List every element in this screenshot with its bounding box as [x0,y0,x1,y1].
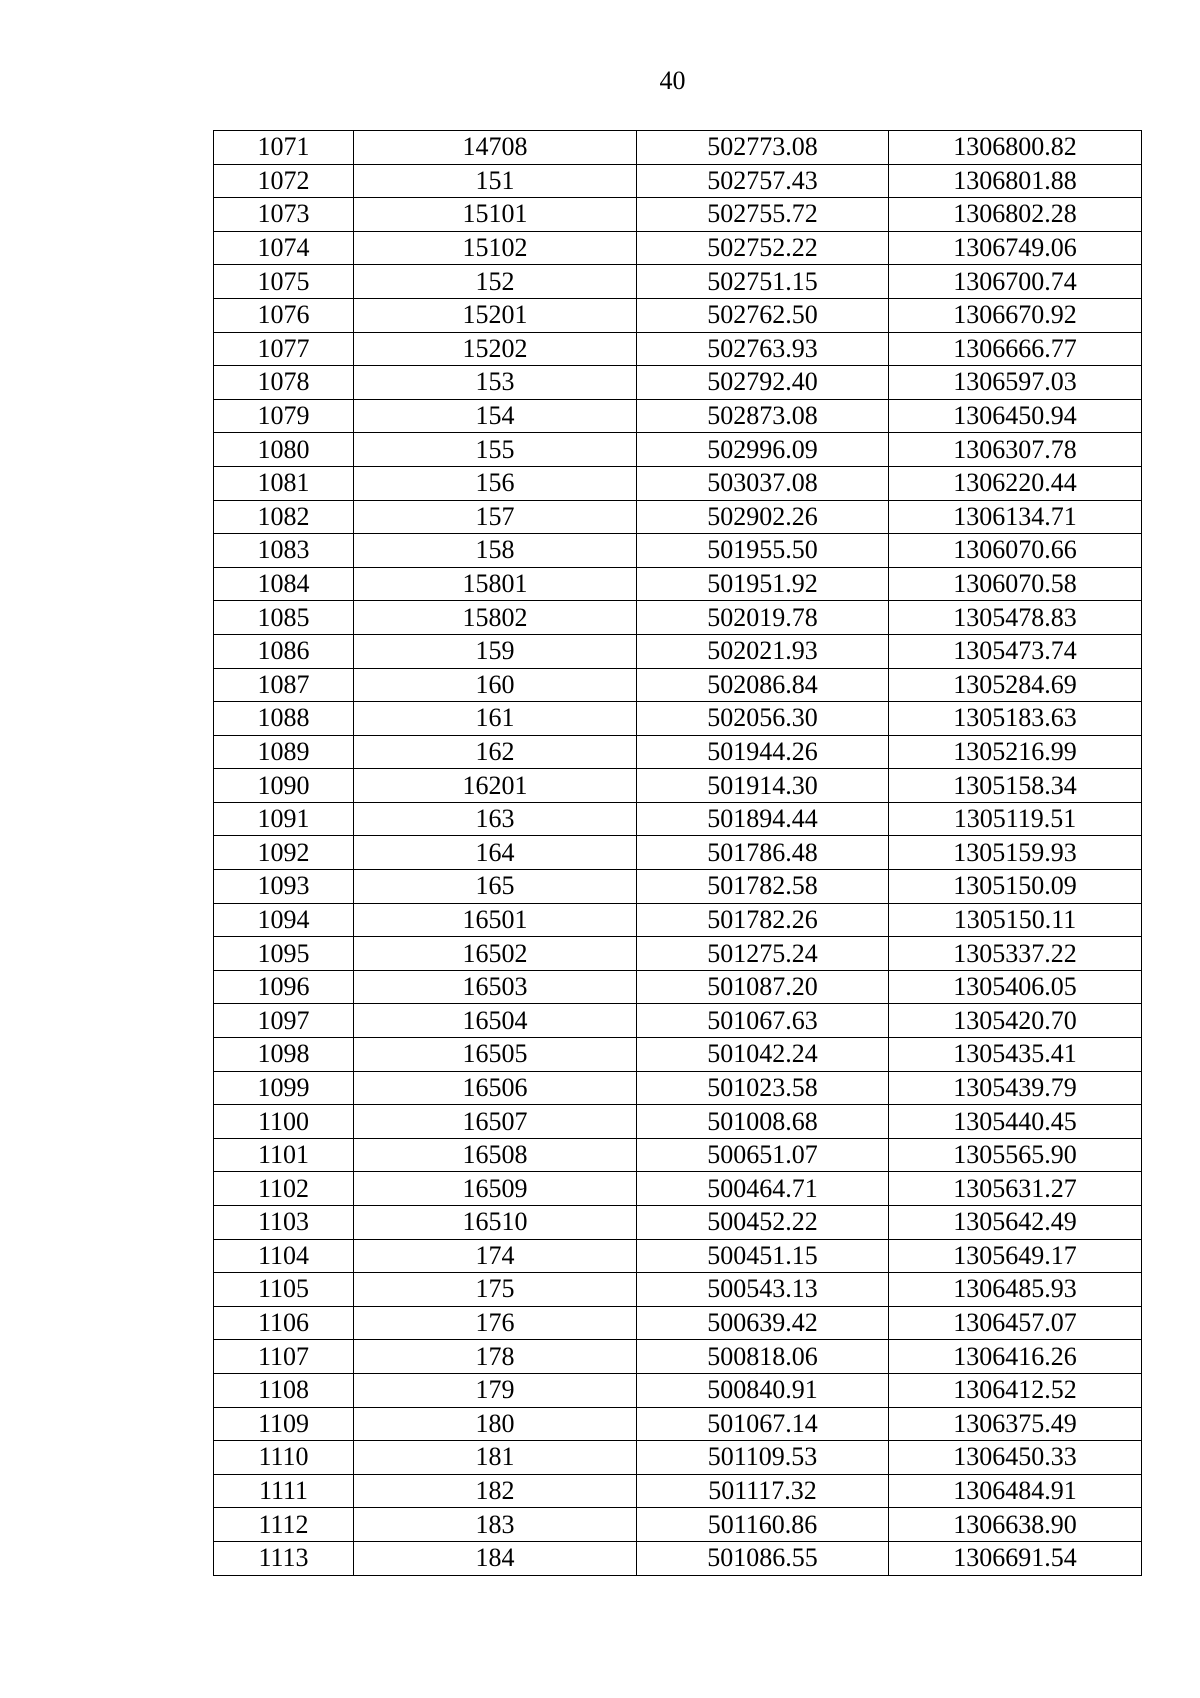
table-row [214,1239,1142,1273]
point-id-cell: 155 [354,433,637,467]
y-coordinate-cell: 1305420.70 [889,1004,1142,1038]
x-coordinate-cell: 500464.71 [637,1172,889,1206]
point-id-cell: 152 [354,265,637,299]
row-index-cell: 1092 [214,836,354,870]
point-id-cell: 15802 [354,601,637,635]
y-coordinate-cell: 1306450.94 [889,399,1142,433]
table-row [214,634,1142,668]
x-coordinate-cell: 502873.08 [637,399,889,433]
x-coordinate-cell: 501042.24 [637,1038,889,1072]
row-index-cell: 1099 [214,1071,354,1105]
x-coordinate-cell: 500451.15 [637,1239,889,1273]
row-index-cell: 1110 [214,1441,354,1475]
point-id-cell: 180 [354,1407,637,1441]
y-coordinate-cell: 1306802.28 [889,198,1142,232]
table-row [214,970,1142,1004]
x-coordinate-cell: 500840.91 [637,1373,889,1407]
point-id-cell: 14708 [354,131,637,165]
row-index-cell: 1098 [214,1038,354,1072]
point-id-cell: 158 [354,534,637,568]
point-id-cell: 15102 [354,231,637,265]
point-id-cell: 161 [354,702,637,736]
y-coordinate-cell: 1306700.74 [889,265,1142,299]
x-coordinate-cell: 501951.92 [637,567,889,601]
table-row [214,366,1142,400]
row-index-cell: 1086 [214,634,354,668]
table-row [214,265,1142,299]
x-coordinate-cell: 502755.72 [637,198,889,232]
table-row [214,702,1142,736]
point-id-cell: 16504 [354,1004,637,1038]
table-body [214,131,1142,1576]
y-coordinate-cell: 1305406.05 [889,970,1142,1004]
x-coordinate-cell: 501008.68 [637,1105,889,1139]
y-coordinate-cell: 1305478.83 [889,601,1142,635]
y-coordinate-cell: 1306670.92 [889,298,1142,332]
row-index-cell: 1082 [214,500,354,534]
table-row [214,769,1142,803]
row-index-cell: 1085 [214,601,354,635]
table-row [214,198,1142,232]
table-row [214,1541,1142,1575]
row-index-cell: 1106 [214,1306,354,1340]
point-id-cell: 162 [354,735,637,769]
y-coordinate-cell: 1306749.06 [889,231,1142,265]
point-id-cell: 163 [354,802,637,836]
point-id-cell: 183 [354,1508,637,1542]
table-row [214,131,1142,165]
x-coordinate-cell: 501914.30 [637,769,889,803]
table-row [214,567,1142,601]
x-coordinate-cell: 501160.86 [637,1508,889,1542]
table-row [214,298,1142,332]
row-index-cell: 1108 [214,1373,354,1407]
y-coordinate-cell: 1306801.88 [889,164,1142,198]
row-index-cell: 1079 [214,399,354,433]
point-id-cell: 157 [354,500,637,534]
x-coordinate-cell: 502019.78 [637,601,889,635]
point-id-cell: 16506 [354,1071,637,1105]
point-id-cell: 16507 [354,1105,637,1139]
point-id-cell: 182 [354,1474,637,1508]
x-coordinate-cell: 500818.06 [637,1340,889,1374]
table-row [214,1306,1142,1340]
point-id-cell: 151 [354,164,637,198]
row-index-cell: 1080 [214,433,354,467]
x-coordinate-cell: 501109.53 [637,1441,889,1475]
row-index-cell: 1101 [214,1138,354,1172]
x-coordinate-cell: 502056.30 [637,702,889,736]
x-coordinate-cell: 501086.55 [637,1541,889,1575]
point-id-cell: 184 [354,1541,637,1575]
table-row [214,164,1142,198]
row-index-cell: 1112 [214,1508,354,1542]
y-coordinate-cell: 1305183.63 [889,702,1142,736]
x-coordinate-cell: 501782.58 [637,870,889,904]
table-row [214,399,1142,433]
x-coordinate-cell: 500651.07 [637,1138,889,1172]
x-coordinate-cell: 502763.93 [637,332,889,366]
y-coordinate-cell: 1306450.33 [889,1441,1142,1475]
row-index-cell: 1083 [214,534,354,568]
point-id-cell: 15201 [354,298,637,332]
x-coordinate-cell: 501275.24 [637,937,889,971]
point-id-cell: 176 [354,1306,637,1340]
y-coordinate-cell: 1305150.09 [889,870,1142,904]
table-row [214,1273,1142,1307]
point-id-cell: 159 [354,634,637,668]
row-index-cell: 1072 [214,164,354,198]
table-row [214,1441,1142,1475]
point-id-cell: 16201 [354,769,637,803]
point-id-cell: 179 [354,1373,637,1407]
x-coordinate-cell: 502021.93 [637,634,889,668]
y-coordinate-cell: 1305631.27 [889,1172,1142,1206]
table-row [214,735,1142,769]
point-id-cell: 16510 [354,1206,637,1240]
y-coordinate-cell: 1306416.26 [889,1340,1142,1374]
row-index-cell: 1109 [214,1407,354,1441]
x-coordinate-cell: 500639.42 [637,1306,889,1340]
table-row [214,668,1142,702]
row-index-cell: 1105 [214,1273,354,1307]
row-index-cell: 1087 [214,668,354,702]
table-row [214,433,1142,467]
row-index-cell: 1073 [214,198,354,232]
row-index-cell: 1096 [214,970,354,1004]
x-coordinate-cell: 502762.50 [637,298,889,332]
table-row [214,1474,1142,1508]
table-row [214,1407,1142,1441]
point-id-cell: 156 [354,466,637,500]
x-coordinate-cell: 502996.09 [637,433,889,467]
y-coordinate-cell: 1306457.07 [889,1306,1142,1340]
point-id-cell: 154 [354,399,637,433]
row-index-cell: 1077 [214,332,354,366]
row-index-cell: 1088 [214,702,354,736]
point-id-cell: 16509 [354,1172,637,1206]
row-index-cell: 1090 [214,769,354,803]
y-coordinate-cell: 1306597.03 [889,366,1142,400]
table-row [214,870,1142,904]
table-row [214,1172,1142,1206]
y-coordinate-cell: 1305565.90 [889,1138,1142,1172]
table-row [214,1508,1142,1542]
x-coordinate-cell: 501955.50 [637,534,889,568]
x-coordinate-cell: 501023.58 [637,1071,889,1105]
row-index-cell: 1076 [214,298,354,332]
point-id-cell: 15801 [354,567,637,601]
y-coordinate-cell: 1305642.49 [889,1206,1142,1240]
x-coordinate-cell: 502757.43 [637,164,889,198]
table-row [214,903,1142,937]
table-row [214,1038,1142,1072]
y-coordinate-cell: 1306484.91 [889,1474,1142,1508]
x-coordinate-cell: 502792.40 [637,366,889,400]
point-id-cell: 153 [354,366,637,400]
row-index-cell: 1091 [214,802,354,836]
row-index-cell: 1107 [214,1340,354,1374]
y-coordinate-cell: 1305158.34 [889,769,1142,803]
point-id-cell: 16508 [354,1138,637,1172]
y-coordinate-cell: 1306134.71 [889,500,1142,534]
x-coordinate-cell: 502751.15 [637,265,889,299]
y-coordinate-cell: 1305649.17 [889,1239,1142,1273]
x-coordinate-cell: 501782.26 [637,903,889,937]
table-row [214,1206,1142,1240]
page-number: 40 [659,66,686,95]
point-id-cell: 15202 [354,332,637,366]
table-row [214,1373,1142,1407]
y-coordinate-cell: 1306800.82 [889,131,1142,165]
y-coordinate-cell: 1306070.58 [889,567,1142,601]
table-row [214,231,1142,265]
point-id-cell: 181 [354,1441,637,1475]
y-coordinate-cell: 1305337.22 [889,937,1142,971]
y-coordinate-cell: 1306638.90 [889,1508,1142,1542]
table-row [214,601,1142,635]
row-index-cell: 1103 [214,1206,354,1240]
row-index-cell: 1075 [214,265,354,299]
row-index-cell: 1102 [214,1172,354,1206]
y-coordinate-cell: 1306691.54 [889,1541,1142,1575]
x-coordinate-cell: 500543.13 [637,1273,889,1307]
table-row [214,1138,1142,1172]
x-coordinate-cell: 501944.26 [637,735,889,769]
row-index-cell: 1084 [214,567,354,601]
x-coordinate-cell: 503037.08 [637,466,889,500]
table-row [214,534,1142,568]
table-row [214,1071,1142,1105]
row-index-cell: 1078 [214,366,354,400]
x-coordinate-cell: 501786.48 [637,836,889,870]
y-coordinate-cell: 1306220.44 [889,466,1142,500]
y-coordinate-cell: 1305150.11 [889,903,1142,937]
coordinates-table [213,130,1142,1576]
table-row [214,1004,1142,1038]
y-coordinate-cell: 1305473.74 [889,634,1142,668]
y-coordinate-cell: 1305119.51 [889,802,1142,836]
y-coordinate-cell: 1306070.66 [889,534,1142,568]
y-coordinate-cell: 1305159.93 [889,836,1142,870]
y-coordinate-cell: 1306375.49 [889,1407,1142,1441]
x-coordinate-cell: 501087.20 [637,970,889,1004]
point-id-cell: 16505 [354,1038,637,1072]
point-id-cell: 175 [354,1273,637,1307]
table-row [214,937,1142,971]
table-row [214,1340,1142,1374]
x-coordinate-cell: 500452.22 [637,1206,889,1240]
y-coordinate-cell: 1306307.78 [889,433,1142,467]
x-coordinate-cell: 501117.32 [637,1474,889,1508]
row-index-cell: 1081 [214,466,354,500]
point-id-cell: 16501 [354,903,637,937]
table-row [214,802,1142,836]
row-index-cell: 1100 [214,1105,354,1139]
table-row [214,1105,1142,1139]
row-index-cell: 1095 [214,937,354,971]
point-id-cell: 15101 [354,198,637,232]
point-id-cell: 165 [354,870,637,904]
point-id-cell: 178 [354,1340,637,1374]
y-coordinate-cell: 1305216.99 [889,735,1142,769]
row-index-cell: 1113 [214,1541,354,1575]
x-coordinate-cell: 502086.84 [637,668,889,702]
row-index-cell: 1094 [214,903,354,937]
point-id-cell: 160 [354,668,637,702]
point-id-cell: 16502 [354,937,637,971]
row-index-cell: 1089 [214,735,354,769]
y-coordinate-cell: 1306485.93 [889,1273,1142,1307]
y-coordinate-cell: 1305435.41 [889,1038,1142,1072]
x-coordinate-cell: 501894.44 [637,802,889,836]
table-row [214,500,1142,534]
x-coordinate-cell: 501067.63 [637,1004,889,1038]
table-row [214,332,1142,366]
y-coordinate-cell: 1305439.79 [889,1071,1142,1105]
row-index-cell: 1074 [214,231,354,265]
row-index-cell: 1111 [214,1474,354,1508]
x-coordinate-cell: 502902.26 [637,500,889,534]
point-id-cell: 16503 [354,970,637,1004]
x-coordinate-cell: 501067.14 [637,1407,889,1441]
row-index-cell: 1093 [214,870,354,904]
point-id-cell: 174 [354,1239,637,1273]
table-row [214,466,1142,500]
y-coordinate-cell: 1306412.52 [889,1373,1142,1407]
point-id-cell: 164 [354,836,637,870]
row-index-cell: 1071 [214,131,354,165]
x-coordinate-cell: 502773.08 [637,131,889,165]
table-row [214,836,1142,870]
x-coordinate-cell: 502752.22 [637,231,889,265]
y-coordinate-cell: 1306666.77 [889,332,1142,366]
row-index-cell: 1104 [214,1239,354,1273]
y-coordinate-cell: 1305440.45 [889,1105,1142,1139]
row-index-cell: 1097 [214,1004,354,1038]
y-coordinate-cell: 1305284.69 [889,668,1142,702]
